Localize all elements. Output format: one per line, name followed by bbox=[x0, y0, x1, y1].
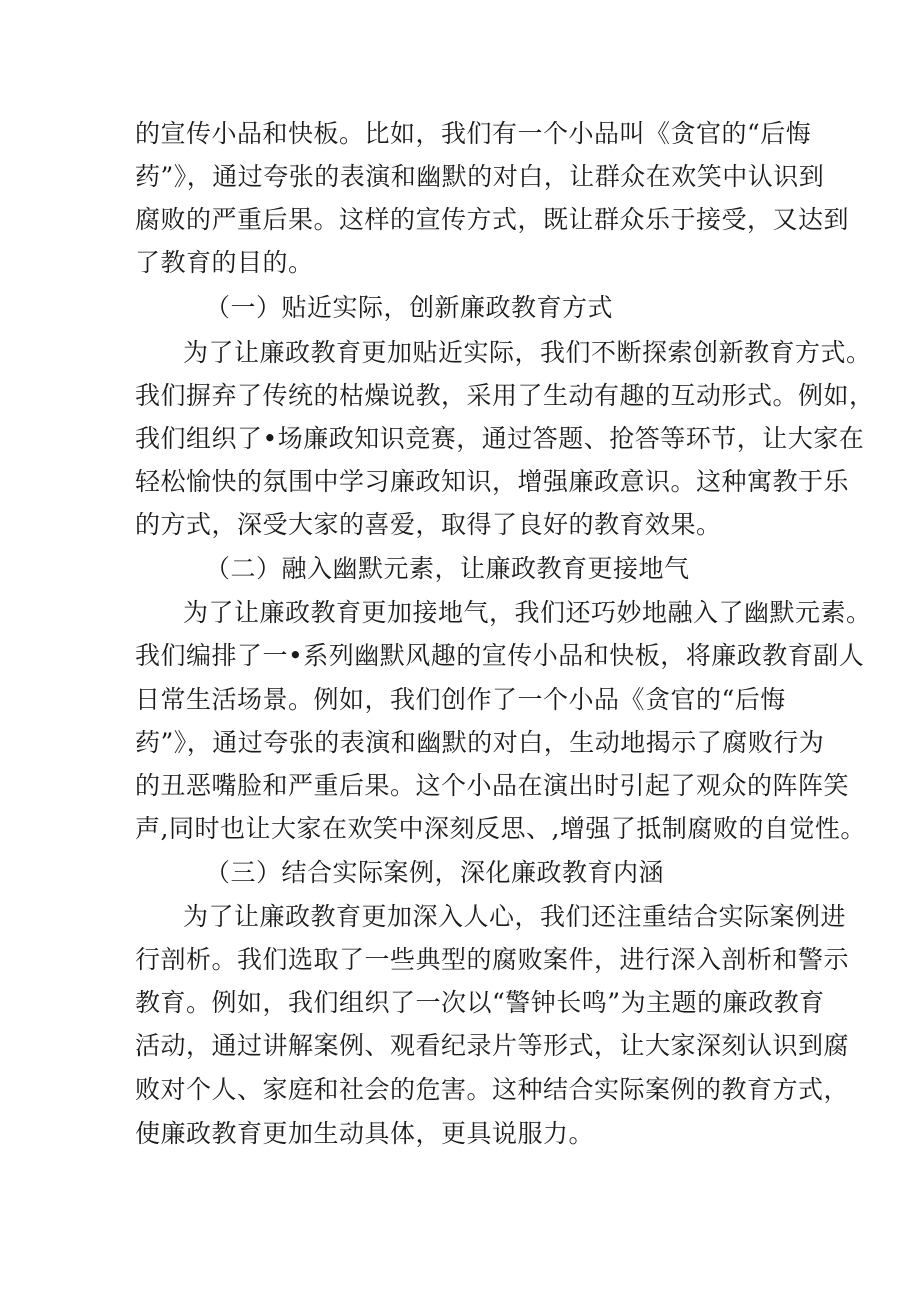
text-line: 声,同时也让大家在欢笑中深刻反思、,增强了抵制腐败的自觉性。 bbox=[135, 814, 866, 843]
text-line: 的宣传小品和快板。比如，我们有一个小品叫《贪官的“后悔 bbox=[135, 119, 812, 148]
text-line: 活动，通过讲解案例、观看纪录片等形式，让大家深刻认识到腐 bbox=[135, 1031, 850, 1060]
text-line: 败对个人、家庭和社会的危害。这种结合实际案例的教育方式， bbox=[135, 1075, 850, 1104]
text-line: 为了让廉政教育更加接地气，我们还巧妙地融入了幽默元素。 bbox=[183, 598, 872, 627]
section-heading: （三）结合实际案例，深化廉政教育内涵 bbox=[205, 858, 665, 887]
text-line: 的丑恶嘴脸和严重后果。这个小品在演出时引起了观众的阵阵笑 bbox=[135, 771, 850, 800]
text-line: 轻松愉快的氛围中学习廉政知识，增强廉政意识。这种寓教于乐 bbox=[135, 467, 850, 496]
section-heading: （一）贴近实际，创新廉政教育方式 bbox=[205, 293, 614, 322]
section-heading: （二）融入幽默元素，让廉政教育更接地气 bbox=[205, 554, 690, 583]
text-line: 腐败的严重后果。这样的宣传方式，既让群众乐于接受，又达到 bbox=[135, 205, 850, 234]
text-line: 使廉政教育更加生动具体，更具说服力。 bbox=[135, 1119, 595, 1148]
text-line: 我们编排了一•系列幽默风趣的宣传小品和快板，将廉政教育副人 bbox=[135, 641, 865, 670]
text-line: 为了让廉政教育更加贴近实际，我们不断探索创新教育方式。 bbox=[183, 338, 872, 367]
text-line: 的方式，深受大家的喜爱，取得了良好的教育效果。 bbox=[135, 510, 722, 539]
text-line: 药”》，通过夸张的表演和幽默的对白，让群众在欢笑中认识到 bbox=[135, 162, 825, 191]
text-line: 了教育的目的。 bbox=[135, 248, 314, 277]
text-line: 日常生活场景。例如，我们创作了一个小品《贪官的“后悔 bbox=[135, 685, 786, 714]
text-line: 我们摒弃了传统的枯燥说教，采用了生动有趣的互动形式。例如， bbox=[135, 381, 875, 410]
text-line: 教育。例如，我们组织了一次以“警钟长鸣”为主题的廉政教育 bbox=[135, 988, 825, 1017]
text-line: 我们组织了•场廉政知识竞赛，通过答题、抢答等环节，让大家在 bbox=[135, 424, 865, 453]
text-line: 为了让廉政教育更加深入人心，我们还注重结合实际案例进 bbox=[183, 902, 847, 931]
text-line: 行剖析。我们选取了一些典型的腐败案件，进行深入剖析和警示 bbox=[135, 945, 850, 974]
text-line: 药”》，通过夸张的表演和幽默的对白，生动地揭示了腐败行为 bbox=[135, 728, 825, 757]
